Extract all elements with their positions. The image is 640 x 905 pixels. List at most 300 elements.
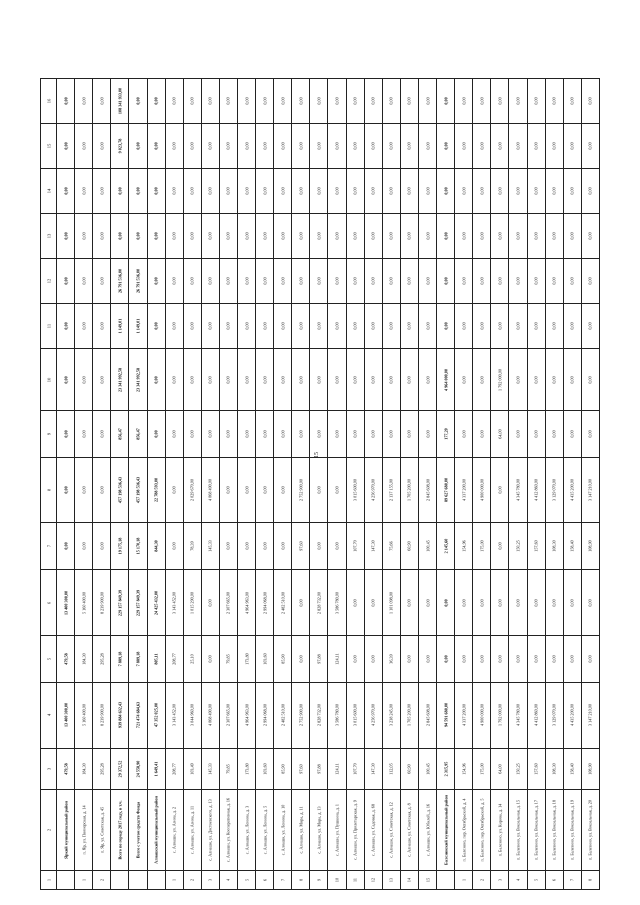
table-cell: [93, 304, 111, 349]
column-number-cell: [41, 748, 57, 789]
table-cell: [93, 635, 111, 682]
cell-value: 124,11: [334, 762, 340, 775]
cell-value: 0,00: [244, 142, 250, 150]
cell-value: 2 307 665,00: [225, 591, 231, 614]
table-cell: [509, 259, 527, 304]
table-cell: [545, 789, 563, 871]
cell-value: 0,00: [298, 430, 304, 438]
row-address-text: с. Алнаши, ул. Мира, д. 13: [316, 806, 322, 854]
table-cell: [274, 304, 292, 349]
table-cell: [455, 523, 473, 570]
cell-value: 2: [189, 879, 195, 882]
cell-value: 158,40: [569, 762, 575, 775]
table-cell: [147, 570, 165, 636]
cell-value: 0,00: [189, 277, 195, 285]
cell-value: 0,00: [497, 97, 503, 105]
column-number-label: 3: [46, 767, 52, 770]
table-cell: [491, 169, 509, 214]
cell-value: 0,00: [406, 277, 412, 285]
table-cell: [75, 259, 93, 304]
cell-value: 0,00: [551, 232, 557, 240]
table-cell: [238, 570, 256, 636]
table-cell: [509, 410, 527, 457]
table-cell: [256, 304, 274, 349]
cell-value: 0,00: [280, 486, 286, 494]
table-cell: [491, 635, 509, 682]
column-band: [41, 304, 600, 349]
table-cell: [183, 523, 201, 570]
table-cell: [292, 410, 310, 457]
table-cell: [256, 748, 274, 789]
cell-value: 0,00: [479, 599, 485, 607]
row-address-text: Алнашский муниципальный район: [153, 796, 159, 864]
table-cell: [292, 748, 310, 789]
table-cell: [364, 259, 382, 304]
cell-value: 0,00: [225, 97, 231, 105]
cell-value: 1 015 290,00: [189, 591, 195, 614]
table-cell: [201, 570, 219, 636]
table-cell: [165, 349, 183, 410]
cell-value: 0,00: [497, 655, 503, 663]
table-cell: [238, 635, 256, 682]
table-cell: [292, 259, 310, 304]
table-cell: [382, 304, 400, 349]
table-cell: [238, 304, 256, 349]
cell-value: 79,85: [225, 654, 231, 664]
cell-value: 0,00: [171, 542, 177, 551]
cell-value: 0,00: [153, 430, 159, 438]
table-cell: [346, 457, 364, 523]
cell-value: 75,66: [388, 541, 394, 552]
cell-value: 0,00: [479, 375, 485, 384]
cell-value: 0,00: [81, 430, 87, 438]
cell-value: 85,90: [280, 654, 286, 664]
table-cell: [346, 259, 364, 304]
table-cell: [346, 523, 364, 570]
cell-value: 0,00: [334, 232, 340, 240]
table-cell: [563, 124, 581, 169]
table-cell: [57, 79, 75, 124]
table-cell: [165, 457, 183, 523]
cell-value: 0,00: [81, 486, 87, 494]
table-cell: [563, 789, 581, 871]
cell-value: 0,00: [262, 322, 268, 330]
table-cell: [509, 523, 527, 570]
table-cell: [563, 410, 581, 457]
table-cell: [274, 635, 292, 682]
table-cell: [310, 871, 328, 890]
row-address-text: с. Алнаши, ул. Пролетарская, д. 9: [352, 800, 358, 860]
cell-value: 8 239 900,00: [99, 704, 105, 727]
table-cell: [563, 871, 581, 890]
cell-value: 0,00: [479, 277, 485, 285]
cell-value: 0,00: [443, 599, 449, 607]
cell-value: 0,00: [171, 430, 177, 438]
cell-value: 0,00: [280, 430, 286, 438]
table-cell: [292, 523, 310, 570]
cell-value: 0,00: [153, 97, 159, 105]
table-cell: [310, 748, 328, 789]
table-cell: [509, 79, 527, 124]
cell-value: 0,00: [280, 142, 286, 150]
column-band: [41, 789, 600, 871]
cell-value: 0,00: [99, 542, 105, 551]
table-cell: [364, 169, 382, 214]
cell-value: 2 994 068,00: [262, 704, 268, 727]
cell-value: 0,00: [388, 97, 394, 105]
cell-value: 3 015 600,00: [352, 479, 358, 502]
table-cell: [165, 748, 183, 789]
table-cell: [563, 214, 581, 259]
row-address-text: с. Алнаши, ул. Советская, д. 12: [388, 802, 394, 858]
cell-value: 0,00: [479, 142, 485, 150]
cell-value: 0,00: [497, 187, 503, 195]
cell-value: 0,00: [533, 232, 539, 240]
table-cell: [418, 349, 436, 410]
cell-value: 0,00: [533, 322, 539, 330]
table-cell: [256, 457, 274, 523]
table-cell: [437, 79, 455, 124]
cell-value: 0,00: [262, 486, 268, 494]
cell-value: 0,00: [225, 277, 231, 285]
table-cell: [292, 304, 310, 349]
cell-value: 0,00: [63, 142, 69, 150]
table-cell: [437, 523, 455, 570]
table-cell: [129, 683, 147, 749]
table-cell: [75, 214, 93, 259]
table-cell: [346, 683, 364, 749]
table-cell: [111, 523, 129, 570]
table-cell: [563, 457, 581, 523]
cell-value: 0,00: [551, 187, 557, 195]
cell-value: 0,00: [280, 187, 286, 195]
table-cell: [129, 214, 147, 259]
cell-value: 0,00: [569, 97, 575, 105]
cell-value: 94 591 680,00: [443, 703, 449, 728]
table-cell: [292, 214, 310, 259]
cell-value: 0,00: [425, 375, 430, 384]
cell-value: 0,00: [569, 375, 575, 384]
table-cell: [238, 259, 256, 304]
cell-value: 11: [352, 878, 358, 883]
table-cell: [545, 169, 563, 214]
cell-value: 295,28: [99, 653, 105, 665]
table-cell: [274, 789, 292, 871]
table-cell: [527, 635, 545, 682]
cell-value: 0,00: [461, 375, 467, 384]
cell-value: 0,00: [280, 97, 286, 105]
cell-value: 89 627 680,00: [443, 478, 449, 503]
table-cell: [382, 635, 400, 682]
cell-value: 4 412 860,00: [533, 479, 539, 502]
cell-value: 0,00: [551, 277, 557, 285]
table-cell: [346, 570, 364, 636]
column-band: [41, 748, 600, 789]
column-number-cell: [41, 871, 57, 890]
row-address-text: п. Балезино, ул. Вокзальная, д. 17: [533, 800, 539, 860]
table-cell: [292, 124, 310, 169]
table-cell: [418, 304, 436, 349]
cell-value: 13 400 300,00: [63, 590, 69, 615]
cell-value: 0,00: [153, 232, 159, 240]
cell-value: 0,00: [225, 322, 231, 330]
cell-value: 0,00: [406, 375, 412, 384]
cell-value: 4 900 000,00: [479, 704, 485, 727]
table-cell: [165, 789, 183, 871]
row-address-text: с. Алнаши, ул. Юбилей, д. 16: [425, 803, 430, 857]
table-cell: [93, 457, 111, 523]
table-cell: [219, 871, 237, 890]
table-cell: [57, 124, 75, 169]
cell-value: 24 558,90: [135, 760, 141, 777]
rotated-table-container: [40, 78, 600, 890]
table-cell: [545, 304, 563, 349]
cell-value: 0,00: [479, 187, 485, 195]
cell-value: 0,00: [189, 430, 195, 438]
cell-value: 0,00: [225, 486, 231, 494]
table-cell: [129, 748, 147, 789]
table-cell: [93, 79, 111, 124]
cell-value: 158,40: [569, 540, 575, 553]
cell-value: 0,00: [135, 97, 141, 105]
cell-value: 0,00: [244, 322, 250, 330]
cell-value: 0,00: [533, 430, 539, 438]
table-cell: [129, 124, 147, 169]
table-cell: [274, 523, 292, 570]
table-cell: [111, 410, 129, 457]
cell-value: 0,00: [81, 232, 87, 240]
cell-value: 0,00: [352, 430, 358, 438]
row-address-text: с. Алнаши, ул. Садовая, д. 68: [370, 804, 376, 856]
column-band: [41, 871, 600, 890]
table-cell: [111, 635, 129, 682]
cell-value: 4 435 200,00: [569, 704, 575, 727]
table-cell: [545, 748, 563, 789]
table-cell: [238, 349, 256, 410]
column-number-cell: [41, 169, 57, 214]
cell-value: 0,00: [334, 486, 340, 494]
cell-value: 0,00: [334, 97, 340, 105]
table-cell: [183, 410, 201, 457]
table-cell: [328, 259, 346, 304]
table-cell: [57, 523, 75, 570]
cell-value: 0,00: [262, 97, 268, 105]
cell-value: 147,30: [370, 762, 376, 775]
table-cell: [418, 410, 436, 457]
cell-value: 0,00: [334, 277, 340, 285]
cell-value: 26 791 536,00: [135, 269, 141, 294]
table-cell: [364, 349, 382, 410]
table-cell: [256, 259, 274, 304]
table-cell: [183, 457, 201, 523]
table-cell: [563, 79, 581, 124]
table-cell: [274, 410, 292, 457]
cell-value: 2 752 900,00: [298, 479, 304, 502]
table-cell: [473, 570, 491, 636]
table-cell: [238, 214, 256, 259]
table-cell: [400, 871, 418, 890]
cell-value: 0,00: [352, 142, 358, 150]
table-cell: [418, 79, 436, 124]
cell-value: 4 964 000,00: [443, 368, 449, 391]
table-cell: [437, 871, 455, 890]
cell-value: 1: [81, 879, 87, 882]
cell-value: 184,30: [81, 762, 87, 775]
cell-value: 0,00: [99, 187, 105, 195]
cell-value: 2 994 068,00: [262, 591, 268, 614]
table-cell: [201, 169, 219, 214]
table-cell: [165, 124, 183, 169]
cell-value: 15: [425, 878, 430, 883]
table-cell: [129, 523, 147, 570]
cell-value: 0,00: [587, 430, 593, 438]
cell-value: 3 586 780,00: [334, 591, 340, 614]
cell-value: 2: [479, 879, 485, 882]
table-cell: [509, 789, 527, 871]
table-cell: [75, 304, 93, 349]
table-cell: [527, 683, 545, 749]
table-cell: [292, 457, 310, 523]
table-cell: [111, 79, 129, 124]
table-cell: [183, 124, 201, 169]
table-cell: [93, 214, 111, 259]
table-cell: [57, 748, 75, 789]
cell-value: 0,00: [316, 97, 322, 105]
cell-value: 0,00: [280, 232, 286, 240]
cell-value: 2 145,60: [443, 539, 449, 554]
table-cell: [183, 214, 201, 259]
table-cell: [93, 570, 111, 636]
cell-value: 229 157 849,39: [135, 589, 141, 616]
table-cell: [147, 79, 165, 124]
cell-value: 108,90: [587, 540, 593, 553]
table-cell: [183, 789, 201, 871]
table-cell: [238, 871, 256, 890]
cell-value: 0,00: [262, 277, 268, 285]
table-cell: [473, 871, 491, 890]
table-cell: [183, 570, 201, 636]
column-band: [41, 635, 600, 682]
table-cell: [509, 748, 527, 789]
table-cell: [310, 259, 328, 304]
table-cell: [111, 789, 129, 871]
table-cell: [93, 748, 111, 789]
table-cell: [111, 457, 129, 523]
cell-value: 0,00: [443, 232, 449, 240]
table-cell: [400, 79, 418, 124]
cell-value: 150,25: [515, 540, 521, 553]
table-cell: [147, 259, 165, 304]
table-cell: [111, 871, 129, 890]
table-cell: [219, 304, 237, 349]
column-number-cell: [41, 349, 57, 410]
table-cell: [111, 570, 129, 636]
column-number-label: 11: [46, 324, 52, 329]
column-number-label: 8: [46, 488, 52, 492]
cell-value: 0,00: [461, 277, 467, 285]
cell-value: 0,00: [370, 375, 376, 384]
table-cell: [400, 523, 418, 570]
column-band: [41, 169, 600, 214]
table-cell: [509, 570, 527, 636]
table-cell: [563, 748, 581, 789]
cell-value: 0,00: [262, 430, 268, 438]
table-cell: [310, 523, 328, 570]
table-cell: [129, 169, 147, 214]
cell-value: 13: [388, 878, 394, 883]
table-cell: [581, 871, 599, 890]
cell-value: 0,00: [443, 322, 449, 330]
cell-value: 0,00: [533, 599, 539, 607]
table-cell: [364, 683, 382, 749]
table-cell: [563, 349, 581, 410]
table-cell: [581, 523, 599, 570]
table-cell: [328, 871, 346, 890]
table-cell: [509, 124, 527, 169]
table-cell: [256, 410, 274, 457]
table-cell: [545, 259, 563, 304]
table-cell: [75, 748, 93, 789]
row-address-text: п. Балезино, ул. Вокзальная, д. 15: [515, 800, 521, 860]
table-cell: [418, 124, 436, 169]
cell-value: 2 752 900,00: [298, 704, 304, 727]
table-cell: [274, 349, 292, 410]
table-cell: [581, 570, 599, 636]
cell-value: 22 788 593,00: [153, 478, 159, 503]
cell-value: 0,00: [153, 375, 159, 384]
table-cell: [509, 683, 527, 749]
table-cell: [418, 570, 436, 636]
table-cell: [57, 410, 75, 457]
table-cell: [165, 683, 183, 749]
table-cell: [473, 789, 491, 871]
cell-value: 0,00: [117, 232, 123, 240]
cell-value: 108 341 933,00: [117, 87, 123, 115]
table-cell: [491, 683, 509, 749]
cell-value: 8: [298, 879, 304, 882]
cell-value: 1 149,01: [117, 318, 123, 334]
cell-value: 3 147 210,00: [587, 479, 593, 502]
table-cell: [219, 523, 237, 570]
table-cell: [400, 748, 418, 789]
table-cell: [400, 570, 418, 636]
table-cell: [346, 635, 364, 682]
table-cell: [93, 259, 111, 304]
table-cell: [75, 523, 93, 570]
table-cell: [563, 169, 581, 214]
table-cell: [473, 523, 491, 570]
cell-value: 4 337 200,00: [461, 704, 467, 727]
table-cell: [382, 683, 400, 749]
cell-value: 64,00: [497, 429, 503, 439]
table-cell: [581, 748, 599, 789]
table-cell: [527, 570, 545, 636]
cell-value: 0,00: [63, 277, 69, 285]
table-cell: [165, 871, 183, 890]
column-number-cell: [41, 683, 57, 749]
table-cell: [581, 259, 599, 304]
cell-value: 97,60: [298, 763, 304, 774]
table-cell: [581, 304, 599, 349]
cell-value: 721 474 684,63: [135, 702, 141, 729]
table-cell: [455, 457, 473, 523]
cell-value: 0,00: [334, 430, 340, 438]
table-cell: [201, 349, 219, 410]
cell-value: 0,00: [587, 599, 593, 607]
cell-value: 36,39: [388, 654, 394, 664]
table-cell: [563, 304, 581, 349]
cell-value: 0,00: [497, 277, 503, 285]
